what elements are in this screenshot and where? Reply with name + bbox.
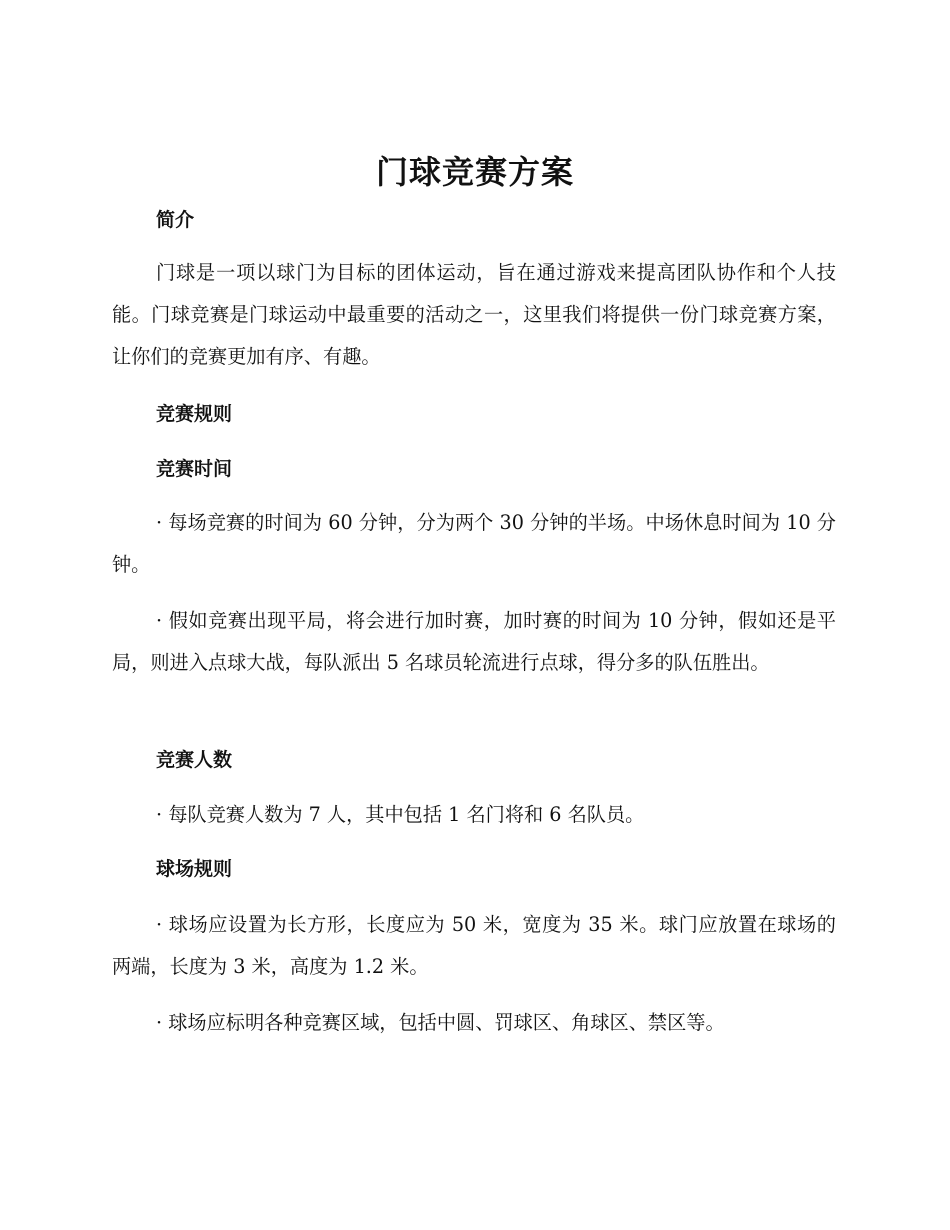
intro-heading: 简介 <box>156 209 195 231</box>
time-heading: 竞赛时间 <box>156 458 233 480</box>
time-item-1: · 每场竞赛的时间为 60 分钟，分为两个 30 分钟的半场。中场休息时间为 10 分钟。 <box>112 511 836 576</box>
field-heading: 球场规则 <box>156 858 233 880</box>
intro-paragraph: 门球是一项以球门为目标的团体运动，旨在通过游戏来提高团队协作和个人技能。门球竞赛是门球运动中最重要的活动之一，这里我们将提供一份门球竞赛方案，让你们的竞赛更加有序、有趣。 <box>112 261 836 368</box>
players-item-1: · 每队竞赛人数为 7 人，其中包括 1 名门将和 6 名队员。 <box>156 803 645 826</box>
time-item-2: · 假如竞赛出现平局，将会进行加时赛，加时赛的时间为 10 分钟，假如还是平局，则进入点球大战，每队派出 5 名球员轮流进行点球，得分多的队伍胜出。 <box>112 609 836 674</box>
field-item-1: · 球场应设置为长方形，长度应为 50 米，宽度为 35 米。球门应放置在球场的两端，长度为 3 米，高度为 1.2 米。 <box>112 913 836 978</box>
rules-heading: 竞赛规则 <box>156 403 233 425</box>
field-item-2: · 球场应标明各种竞赛区域，包括中圆、罚球区、角球区、禁区等。 <box>156 1011 725 1034</box>
document-title: 门球竞赛方案 <box>375 153 574 191</box>
players-heading: 竞赛人数 <box>156 749 233 771</box>
